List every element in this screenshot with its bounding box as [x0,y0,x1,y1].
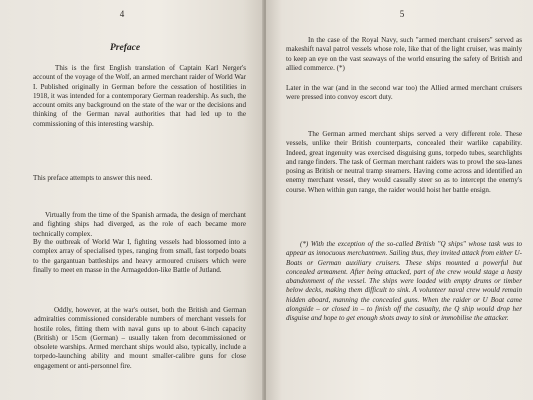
page-number-right: 5 [399,9,405,19]
left-paragraph-4: By the outbreak of World War I, fighting vessels had blossomed into a complex array of specialised types, ranging from small, fast torpedo boats to the gargantuan battleships and heavy armoured cruisers which were finally to meet en masse in the Armageddon-like Battle of Jutland. [33,238,246,274]
left-page [0,0,264,400]
right-paragraph-2: Later in the war (and in the second war too) the Allied armed merchant cruisers were pressed into convoy escort duty. [286,84,522,102]
preface-heading: Preface [110,43,141,53]
right-page [266,0,533,400]
left-paragraph-5: Oddly, however, at the war's outset, both the British and German admiralties commissioned considerable numbers of merchant vessels for hostile roles, fitting them with naval guns up to about 6-inch capacity (British) or 15cm (German) – usually taken from decommissioned or obsolete warships. Armed merchant ships would also, typically, include a torpedo-launching ability and mount smaller-calibre guns for close engagement or anti-personnel fire. [34,306,246,370]
left-paragraph-3: Virtually from the time of the Spanish armada, the design of merchant and fighting ships had diverged, as the role of each became more technically complex. [33,211,246,238]
left-paragraph-1: This is the first English translation of Captain Karl Nerger's account of the voyage of the Wolf, an armed merchant raider of World War I. Published originally in German before the cessation of hostilities in 1918, it was intended for a contemporary German readership. As such, the account omits any background on the state of the war or the decisions and thinking of the German naval authorities that had led up to the commissioning of this interesting warship. [33,64,246,128]
right-paragraph-1: In the case of the Royal Navy, such "armed merchant cruisers" served as makeshift naval patrol vessels whose role, like that of the light cruiser, was mainly to keep an eye on the vast seaways of the world ensuring the safety of British and allied commerce. (*) [286,36,522,72]
page-number-left: 4 [119,9,125,19]
footnote: (*) With the exception of the so-called British "Q ships" whose task was to appear as innocuous merchantmen. Sailing thus, they invited attack from either U-Boats or German auxiliary cruisers. These ships mounted a powerful but concealed armament. After being attacked, part of the crew would stage a hasty abandonment of the vessel. The ships were loaded with empty drums or timber below decks, making them difficult to sink. A volunteer naval crew would remain hidden aboard, manning the concealed guns. When the raider or U Boat came alongside – or closed in – to finish off the casualty, the Q ship would drop her disguise and hope to get enough shots away to sink or immobilise the attacker. [286,240,522,323]
right-paragraph-3: The German armed merchant ships served a very different role. These vessels, unlike their British counterparts, concealed their warlike capability. Indeed, great ingenuity was exercised disguising guns, torpedo tubes, searchlights and range finders. The task of German merchant raiders was to prowl the sea-lanes posing as British or neutral tramp steamers. Having come across and identified an enemy merchant vessel, they would casually steer so as to intercept the enemy's course. When within gun range, the raider would hoist her battle ensign. [286,130,522,194]
left-paragraph-2: This preface attempts to answer this need. [33,174,153,182]
